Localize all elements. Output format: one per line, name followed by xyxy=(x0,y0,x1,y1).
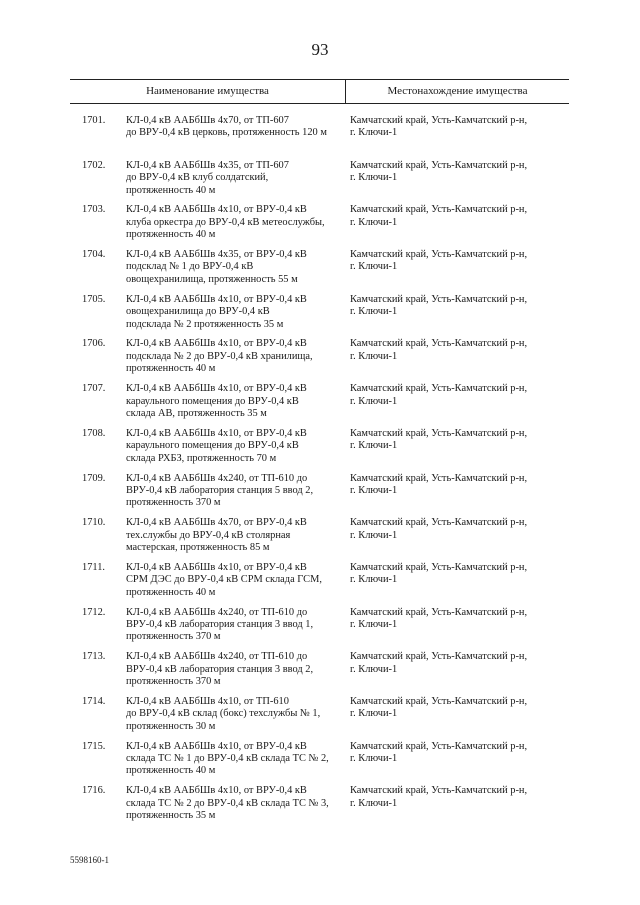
row-property-location: Камчатский край, Усть-Камчатский р-н, г. Ключи-1 xyxy=(350,115,528,139)
table-row xyxy=(0,696,640,741)
row-property-name: КЛ-0,4 кВ ААБбШв 4х10, от ВРУ-0,4 кВ клуба оркестра до ВРУ-0,4 кВ метеослужбы, протяженность 40 м xyxy=(126,204,325,241)
row-number: 1712. xyxy=(82,606,106,618)
row-number: 1702. xyxy=(82,159,106,171)
table-row xyxy=(0,160,640,205)
row-property-name: КЛ-0,4 кВ ААБбШв 4х70, от ВРУ-0,4 кВ тех.службы до ВРУ-0,4 кВ столярная мастерская, протяженность 85 м xyxy=(126,517,307,553)
row-property-name: КЛ-0,4 кВ ААБбШв 4х35, от ТП-607 до ВРУ-0,4 кВ клуб солдатский, протяженность 40 м xyxy=(126,159,289,196)
row-property-location: Камчатский край, Усть-Камчатский р-н, г. Ключи-1 xyxy=(350,785,528,809)
table-row xyxy=(0,338,640,383)
row-property-name: КЛ-0,4 кВ ААБбШв 4х10, от ВРУ-0,4 кВ склада ТС № 2 до ВРУ-0,4 кВ склада ТС № 3, протяженность 35 м xyxy=(126,785,329,822)
row-number: 1714. xyxy=(82,695,106,707)
row-property-name: КЛ-0,4 кВ ААБбШв 4х10, от ТП-610 до ВРУ-0,4 кВ склад (бокс) техслужбы № 1, протяженность 30 м xyxy=(126,695,321,732)
row-property-location: Камчатский край, Усть-Камчатский р-н, г. Ключи-1 xyxy=(350,159,528,184)
row-number: 1709. xyxy=(82,472,106,484)
table-row xyxy=(0,294,640,339)
row-property-name: КЛ-0,4 кВ ААБбШв 4х240, от ТП-610 до ВРУ-0,4 кВ лаборатория станция 5 ввод 2, протяженность 370 м xyxy=(126,472,314,509)
table-header xyxy=(70,79,569,104)
row-property-name: КЛ-0,4 кВ ААБбШв 4х10, от ВРУ-0,4 кВ караульного помещения до ВРУ-0,4 кВ склада РХБЗ, протяженность 70 м xyxy=(126,427,307,464)
table-row xyxy=(0,383,640,428)
row-property-location: Камчатский край, Усть-Камчатский р-н, г. Ключи-1 xyxy=(350,472,528,496)
table-row xyxy=(0,651,640,696)
table-row xyxy=(0,562,640,607)
header-property-location: Местонахождение имущества xyxy=(387,85,528,97)
row-property-name: КЛ-0,4 кВ ААБбШв 4х35, от ВРУ-0,4 кВ подсклад № 1 до ВРУ-0,4 кВ овощехранилища, протяженность 55 м xyxy=(126,249,307,285)
table-row xyxy=(0,517,640,562)
row-property-location: Камчатский край, Усть-Камчатский р-н, г. Ключи-1 xyxy=(350,204,528,228)
row-number: 1708. xyxy=(82,427,106,439)
table-row xyxy=(0,785,640,830)
table-row xyxy=(0,249,640,294)
row-number: 1710. xyxy=(82,517,106,529)
table-row xyxy=(0,115,640,160)
row-property-location: Камчатский край, Усть-Камчатский р-н, г. Ключи-1 xyxy=(350,249,528,273)
row-property-name: КЛ-0,4 кВ ААБбШв 4х70, от ТП-607 до ВРУ-0,4 кВ церковь, протяженность 120 м xyxy=(126,115,327,139)
row-property-name: КЛ-0,4 кВ ААБбШв 4х240, от ТП-610 до ВРУ-0,4 кВ лаборатория станция 3 ввод 2, протяженность 370 м xyxy=(126,651,314,688)
row-number: 1713. xyxy=(82,651,106,663)
row-property-location: Камчатский край, Усть-Камчатский р-н, г. Ключи-1 xyxy=(350,383,528,407)
row-property-location: Камчатский край, Усть-Камчатский р-н, г. Ключи-1 xyxy=(350,606,528,630)
row-property-location: Камчатский край, Усть-Камчатский р-н, г. Ключи-1 xyxy=(350,561,528,586)
page-number: 93 xyxy=(311,40,329,59)
table-row xyxy=(0,204,640,249)
row-number: 1705. xyxy=(82,293,106,305)
document-code: 5598160-1 xyxy=(70,855,109,865)
table-row xyxy=(0,473,640,518)
row-property-location: Камчатский край, Усть-Камчатский р-н, г. Ключи-1 xyxy=(350,517,528,541)
row-number: 1711. xyxy=(82,561,105,573)
table-row xyxy=(0,428,640,473)
table-row xyxy=(0,741,640,786)
row-property-location: Камчатский край, Усть-Камчатский р-н, г. Ключи-1 xyxy=(350,293,528,318)
row-property-location: Камчатский край, Усть-Камчатский р-н, г. Ключи-1 xyxy=(350,695,528,720)
row-property-location: Камчатский край, Усть-Камчатский р-н, г. Ключи-1 xyxy=(350,651,528,675)
table-row xyxy=(0,607,640,652)
row-property-name: КЛ-0,4 кВ ААБбШв 4х10, от ВРУ-0,4 кВ СРМ ДЭС до ВРУ-0,4 кВ СРМ склада ГСМ, протяженность 40 м xyxy=(126,561,322,598)
row-number: 1701. xyxy=(82,115,106,126)
row-property-location: Камчатский край, Усть-Камчатский р-н, г. Ключи-1 xyxy=(350,427,528,452)
row-property-name: КЛ-0,4 кВ ААБбШв 4х240, от ТП-610 до ВРУ-0,4 кВ лаборатория станция 3 ввод 1, протяженность 370 м xyxy=(126,606,314,643)
row-number: 1704. xyxy=(82,249,106,261)
row-property-location: Камчатский край, Усть-Камчатский р-н, г. Ключи-1 xyxy=(350,740,528,765)
row-property-location: Камчатский край, Усть-Камчатский р-н, г. Ключи-1 xyxy=(350,338,528,362)
row-number: 1716. xyxy=(82,785,106,797)
row-number: 1706. xyxy=(82,338,106,350)
table-body xyxy=(0,115,640,830)
row-property-name: КЛ-0,4 кВ ААБбШв 4х10, от ВРУ-0,4 кВ овощехранилища до ВРУ-0,4 кВ подсклада № 2 протяженность 35 м xyxy=(126,293,307,330)
row-number: 1707. xyxy=(82,383,106,395)
row-number: 1703. xyxy=(82,204,106,216)
header-property-name: Наименование имущества xyxy=(146,85,269,97)
row-number: 1715. xyxy=(82,740,106,752)
row-property-name: КЛ-0,4 кВ ААБбШв 4х10, от ВРУ-0,4 кВ склада ТС № 1 до ВРУ-0,4 кВ склада ТС № 2, протяженность 40 м xyxy=(126,740,329,777)
row-property-name: КЛ-0,4 кВ ААБбШв 4х10, от ВРУ-0,4 кВ подсклада № 2 до ВРУ-0,4 кВ хранилища, протяженность 40 м xyxy=(126,338,313,375)
row-property-name: КЛ-0,4 кВ ААБбШв 4х10, от ВРУ-0,4 кВ караульного помещения до ВРУ-0,4 кВ склада АВ, протяженность 35 м xyxy=(126,383,307,419)
